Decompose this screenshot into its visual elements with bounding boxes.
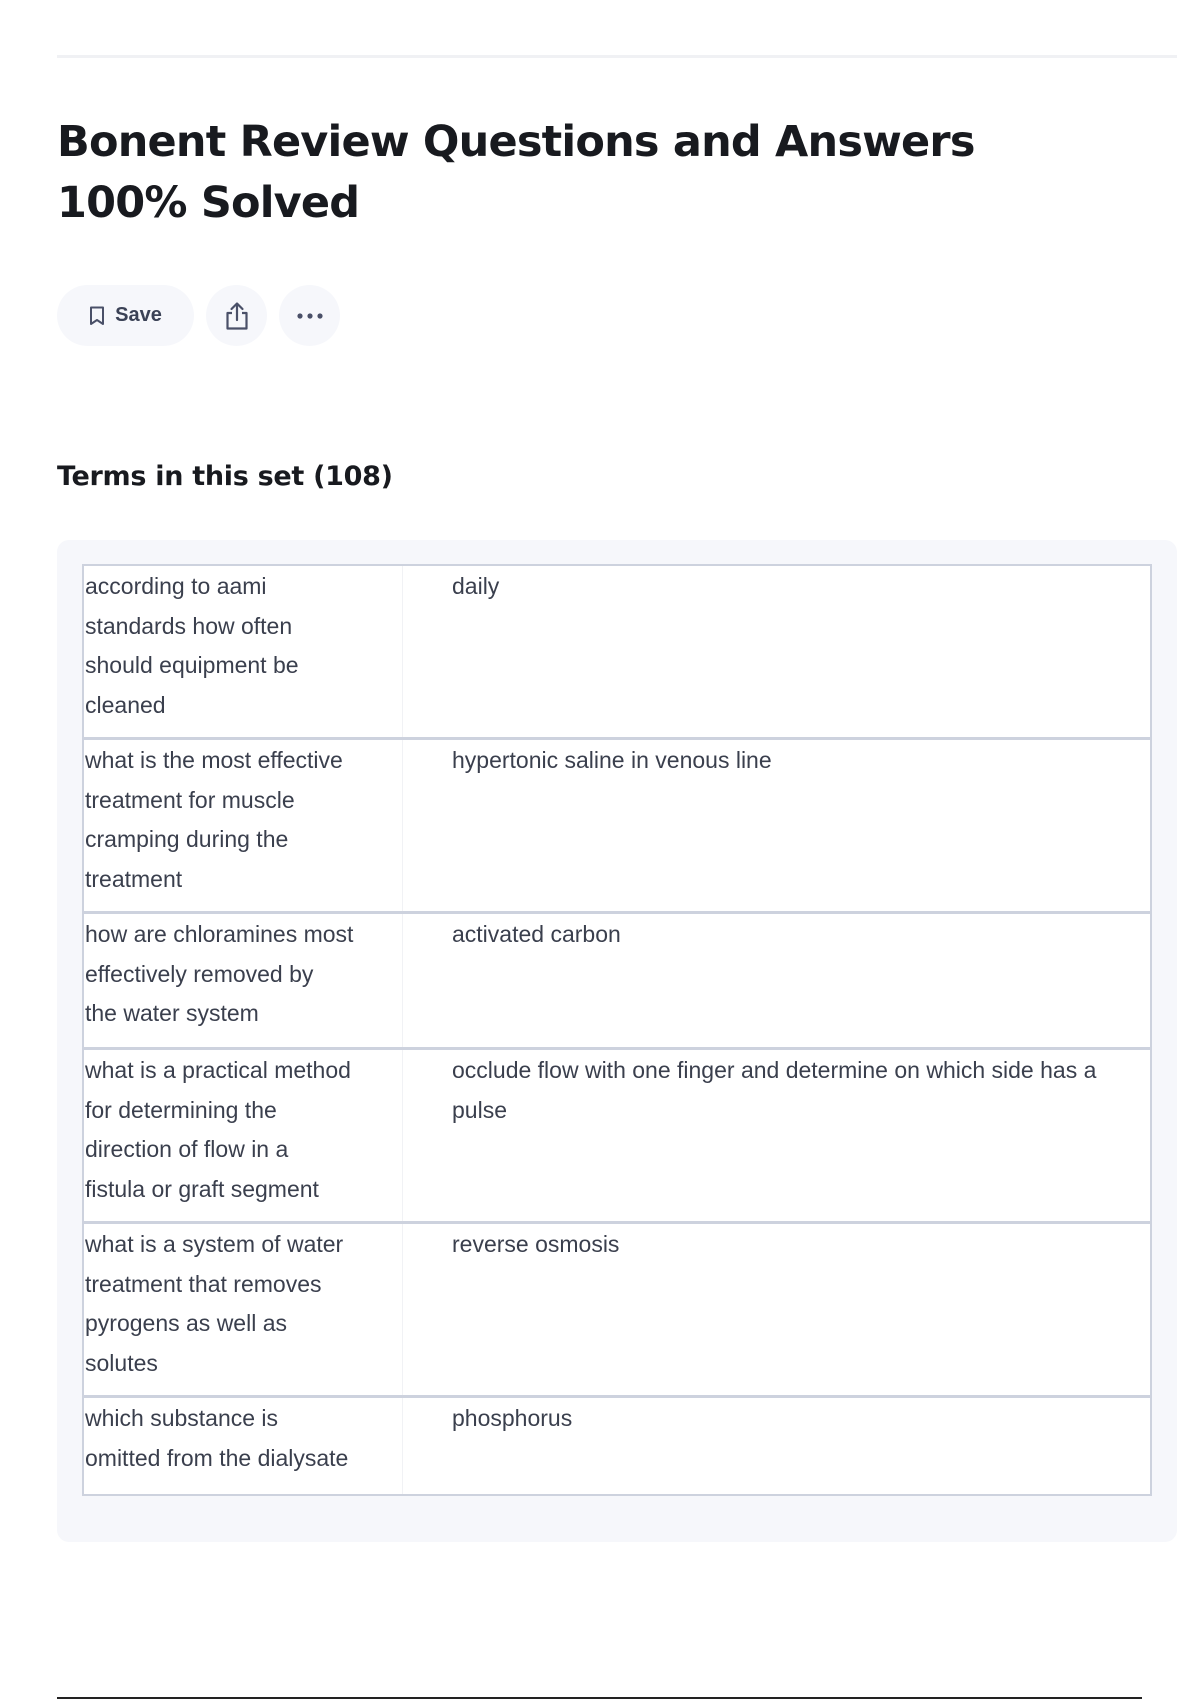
bottom-divider <box>57 1697 1142 1699</box>
term-row <box>84 1050 1150 1224</box>
definition-text: phosphorus <box>452 1405 573 1431</box>
terms-panel <box>57 540 1177 1542</box>
term-text: what is the most effective treatment for muscle cramping during the treatment <box>84 740 403 911</box>
terms-table <box>82 564 1152 1496</box>
term-row <box>84 1224 1150 1398</box>
definition-text: daily <box>452 573 500 599</box>
definition-text: reverse osmosis <box>452 1231 620 1257</box>
share-button[interactable] <box>206 285 267 346</box>
term-text: how are chloramines most effectively removed by the water system <box>84 914 403 1047</box>
save-button[interactable] <box>57 285 194 346</box>
share-icon <box>223 301 251 331</box>
term-text: what is a practical method for determining the direction of flow in a fistula or graft segment <box>84 1050 403 1221</box>
term-row <box>84 566 1150 740</box>
bookmark-icon <box>89 306 105 326</box>
more-horizontal-icon <box>296 312 324 320</box>
action-bar <box>57 285 340 346</box>
term-text: what is a system of water treatment that removes pyrogens as well as solutes <box>84 1224 403 1395</box>
more-options-button[interactable] <box>279 285 340 346</box>
top-divider <box>57 55 1177 58</box>
term-row <box>84 740 1150 914</box>
term-row <box>84 914 1150 1050</box>
definition-text: activated carbon <box>452 921 621 947</box>
term-text: according to aami standards how often should equipment be cleaned <box>84 566 403 737</box>
page-title: Bonent Review Questions and Answers 100% Solved <box>57 117 975 228</box>
definition-text: hypertonic saline in venous line <box>452 747 772 773</box>
term-text: which substance is omitted from the dialysate <box>84 1398 403 1494</box>
definition-text: occlude flow with one finger and determine on which side has a pulse <box>452 1057 1097 1123</box>
terms-heading: Terms in this set (108) <box>57 461 393 492</box>
term-row <box>84 1398 1150 1494</box>
save-label: Save <box>115 304 162 326</box>
